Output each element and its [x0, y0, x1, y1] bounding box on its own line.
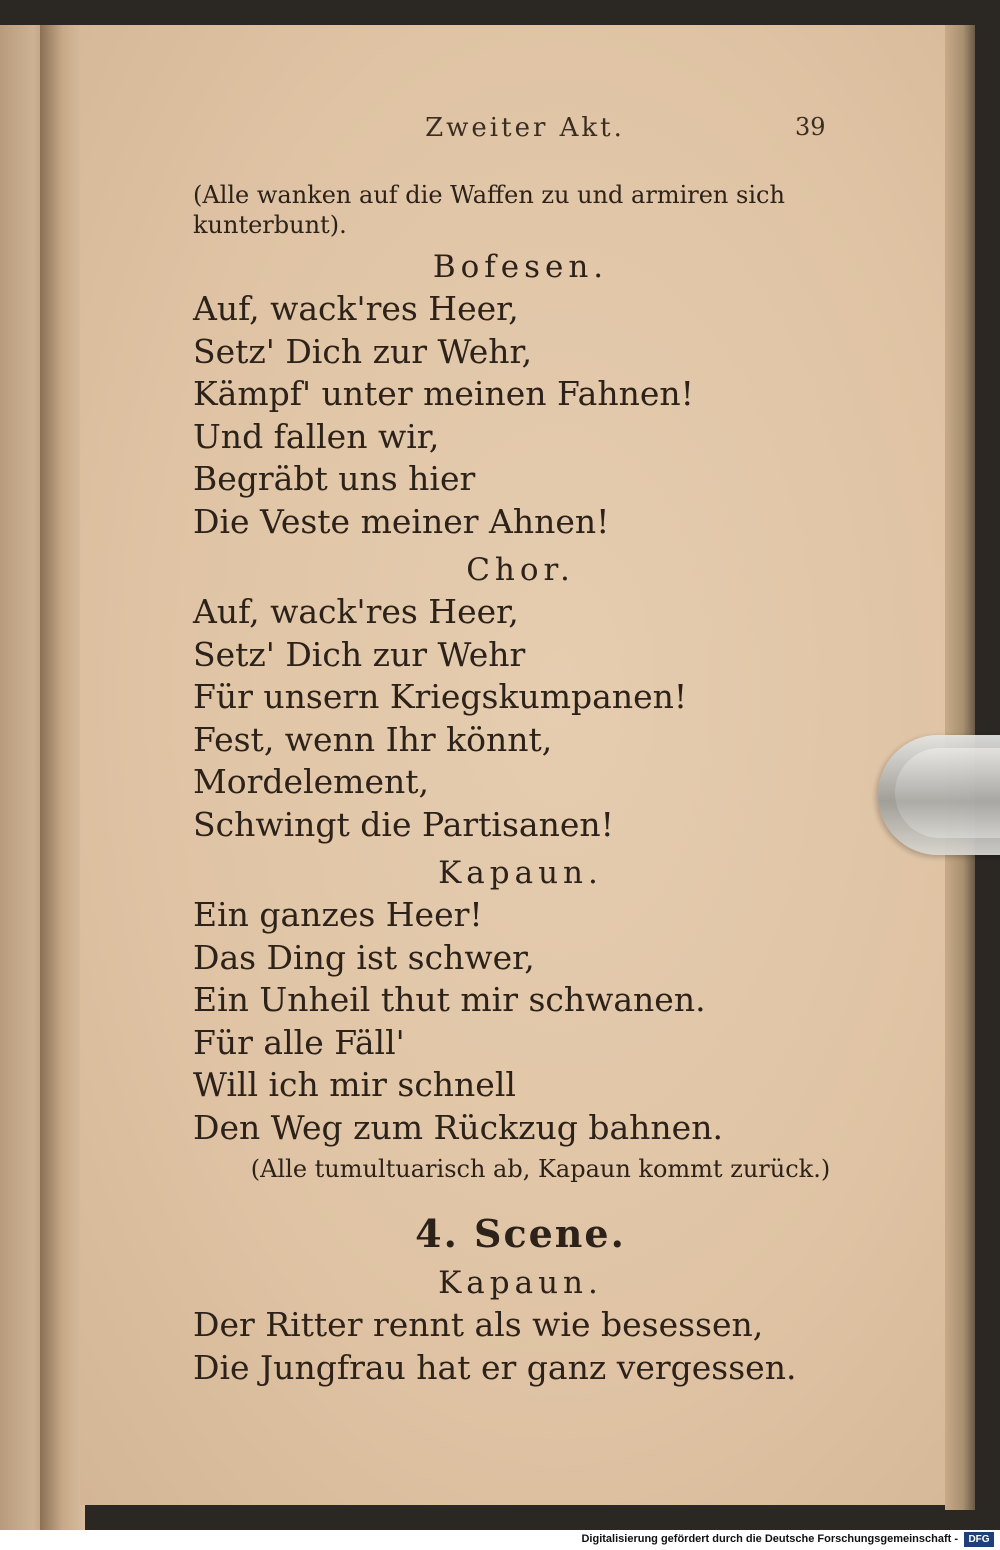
- page-content: [193, 180, 848, 1389]
- verse-line: Will ich mir schnell: [193, 1065, 516, 1104]
- verse-block: [193, 591, 848, 846]
- speaker-name: Chor.: [466, 552, 575, 588]
- page-clip-highlight: [895, 748, 1000, 838]
- verse-block: [193, 894, 848, 1149]
- verse-line: Die Jungfrau hat er ganz vergessen.: [193, 1347, 797, 1387]
- speaker-name: Kapaun.: [438, 1265, 603, 1301]
- verse-line: Den Weg zum Rückzug bahnen.: [193, 1107, 723, 1147]
- stage-direction-line: kunterbunt).: [193, 211, 347, 239]
- verse-line: Mordelement,: [193, 762, 429, 801]
- verse-line: Das Ding ist schwer,: [193, 937, 535, 977]
- verse-line: Ein ganzes Heer!: [193, 895, 483, 934]
- verse-line: Fest, wenn Ihr könnt,: [193, 719, 553, 759]
- stage-direction: (Alle tumultuarisch ab, Kapaun kommt zurück.): [250, 1155, 831, 1183]
- stage-direction: [193, 180, 848, 240]
- verse-line: Auf, wack'res Heer,: [193, 592, 519, 631]
- running-head: Zweiter Akt.: [425, 113, 625, 143]
- book-gutter: [40, 25, 85, 1530]
- funding-credit: Digitalisierung gefördert durch die Deutsche Forschungsgemeinschaft -: [581, 1533, 958, 1545]
- verse-line: Die Veste meiner Ahnen!: [193, 501, 610, 541]
- verse-line: Für alle Fäll': [193, 1022, 405, 1062]
- speaker-name: Bofesen.: [432, 249, 609, 285]
- verse-line: Auf, wack'res Heer,: [193, 289, 519, 328]
- verse-block: [193, 288, 848, 543]
- verse-line: Der Ritter rennt als wie besessen,: [193, 1305, 764, 1344]
- verse-line: Und fallen wir,: [193, 416, 440, 456]
- verse-block: [193, 1304, 848, 1389]
- verse-line: Schwingt die Partisanen!: [193, 804, 614, 844]
- dfg-logo: DFG: [964, 1532, 994, 1547]
- verse-line: Setz' Dich zur Wehr,: [193, 331, 533, 371]
- speaker-name: Kapaun.: [438, 855, 603, 891]
- verse-line: Ein Unheil thut mir schwanen.: [193, 980, 706, 1019]
- verse-line: Für unsern Kriegskumpanen!: [193, 677, 688, 716]
- verse-line: Begräbt uns hier: [193, 459, 476, 498]
- stage-direction-line: (Alle wanken auf die Waffen zu und armiren sich: [193, 181, 785, 209]
- page-number: 39: [795, 113, 826, 141]
- verse-line: Kämpf' unter meinen Fahnen!: [193, 374, 694, 413]
- verse-line: Setz' Dich zur Wehr: [193, 634, 526, 674]
- scene-heading: 4. Scene.: [415, 1211, 626, 1256]
